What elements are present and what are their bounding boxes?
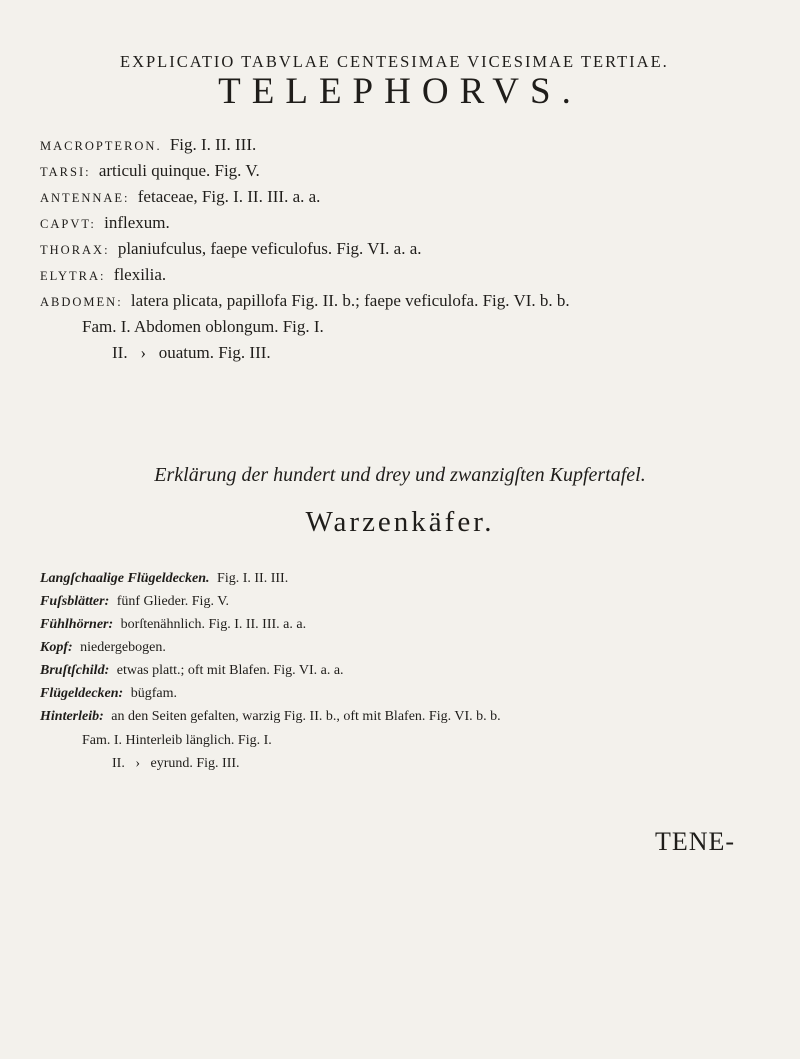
german-key: Flügeldecken: xyxy=(40,686,124,701)
latin-text: fetaceae, Fig. I. II. III. a. a. xyxy=(137,187,321,206)
german-entry xyxy=(40,593,229,611)
german-key: Kopf: xyxy=(40,640,73,655)
german-fam-line: II. › eyrund. Fig. III. xyxy=(112,756,240,771)
german-text: Fig. I. II. III. xyxy=(217,571,289,586)
german-key: Langſchaalige Flügeldecken. xyxy=(40,571,210,586)
german-text: niedergebogen. xyxy=(80,640,166,655)
latin-text: Fig. I. II. III. xyxy=(169,135,257,154)
german-title: Warzenkäfer. xyxy=(305,506,495,538)
latin-entry xyxy=(40,291,570,312)
german-entry xyxy=(40,708,501,726)
latin-entry xyxy=(40,187,320,208)
german-text: etwas platt.; oft mit Blafen. Fig. VI. a. a. xyxy=(116,663,344,678)
latin-key: ELYTRA: xyxy=(40,269,106,283)
german-entry xyxy=(40,639,166,657)
latin-text: articuli quinque. Fig. V. xyxy=(98,161,260,180)
running-header: EXPLICATIO TABVLAE CENTESIMAE VICESIMAE TERTIAE. xyxy=(120,52,669,71)
latin-text: flexilia. xyxy=(113,265,167,284)
latin-fam-line: Fam. I. Abdomen oblongum. Fig. I. xyxy=(82,317,324,336)
german-text: borſtenähnlich. Fig. I. II. III. a. a. xyxy=(120,617,307,632)
latin-key: ABDOMEN: xyxy=(40,295,123,309)
latin-key: THORAX: xyxy=(40,243,110,257)
latin-entry xyxy=(40,161,260,182)
latin-entry xyxy=(40,239,422,260)
german-key: Hinterleib: xyxy=(40,709,104,724)
latin-text: latera plicata, papillofa Fig. II. b.; faepe veficulofa. Fig. VI. b. b. xyxy=(130,291,570,310)
latin-key: TARSI: xyxy=(40,165,91,179)
german-entry xyxy=(40,685,177,703)
latin-text: planiufculus, faepe veficulofus. Fig. VI. a. a. xyxy=(117,239,422,258)
german-key: Fühlhörner: xyxy=(40,617,114,632)
latin-text: inflexum. xyxy=(104,213,170,232)
german-key: Bruſtſchild: xyxy=(40,663,110,678)
latin-key: CAPVT: xyxy=(40,217,96,231)
german-text: bügfam. xyxy=(130,686,177,701)
latin-key: ANTENNAE: xyxy=(40,191,130,205)
latin-key: MACROPTERON. xyxy=(40,139,162,153)
german-key: Fuſsblätter: xyxy=(40,594,110,609)
latin-entry xyxy=(40,265,166,286)
german-text: an den Seiten gefalten, warzig Fig. II. b., oft mit Blafen. Fig. VI. b. b. xyxy=(111,709,501,724)
german-entry xyxy=(40,616,306,634)
latin-entry xyxy=(40,135,256,156)
german-entry xyxy=(40,662,344,680)
german-fam-line: Fam. I. Hinterleib länglich. Fig. I. xyxy=(82,733,272,748)
latin-fam-line: II. › ouatum. Fig. III. xyxy=(112,343,271,362)
page-title: TELEPHORVS. xyxy=(218,71,582,112)
german-heading: Erklärung der hundert und drey und zwanzigſten Kupfertafel. xyxy=(154,464,646,486)
latin-entry xyxy=(40,213,170,234)
german-text: fünf Glieder. Fig. V. xyxy=(116,594,229,609)
german-entry xyxy=(40,570,288,588)
catchword: TENE- xyxy=(655,827,736,856)
